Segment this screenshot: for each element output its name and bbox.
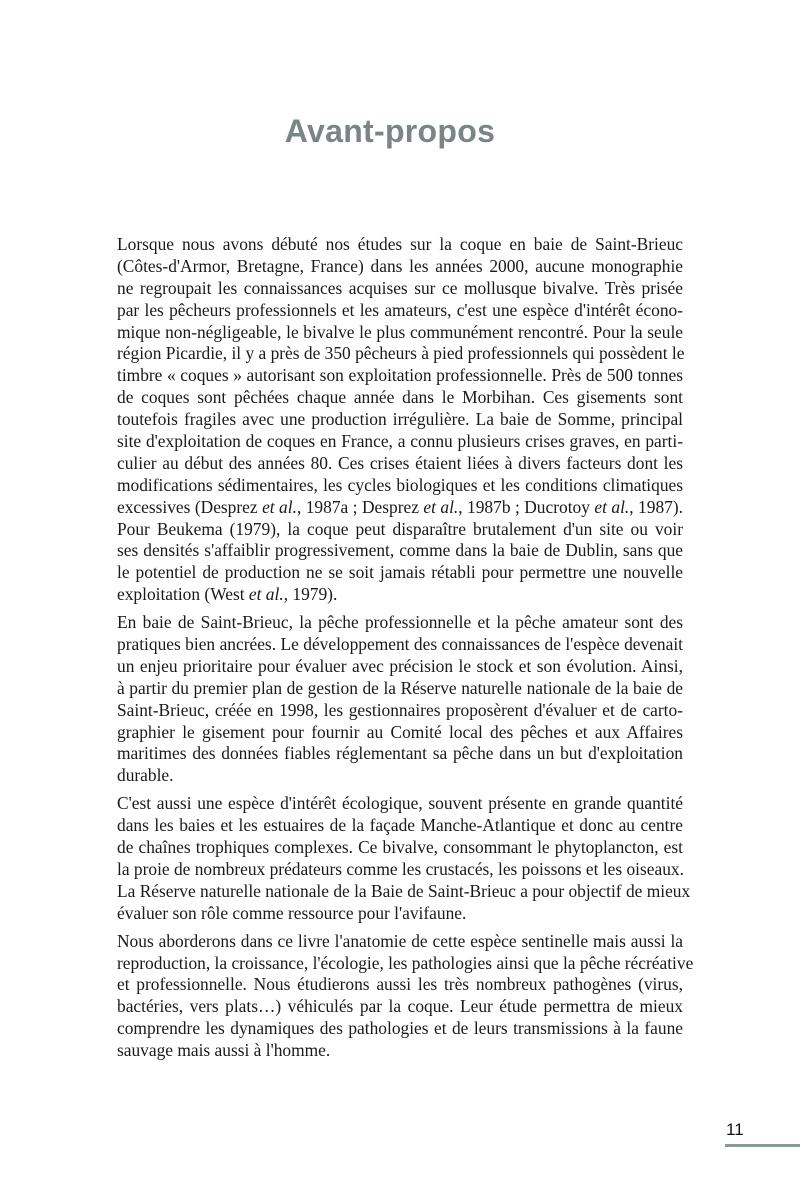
text-line (117, 880, 691, 903)
text-line (117, 952, 694, 975)
text-segment: modifications sédimentaires, les cycles biologiques et les conditions climatiques (117, 474, 683, 495)
paragraph (117, 793, 691, 924)
text-segment: site d'exploitation de coques en France, a connu plusieurs crises graves, en parti- (117, 431, 683, 452)
text-line (117, 365, 683, 387)
text-line (117, 837, 683, 859)
text-segment: comprendre les dynamiques des pathologies et de leurs transmissions à la faune (117, 1018, 683, 1039)
italic-text: et al. (248, 584, 284, 605)
text-line (117, 1018, 683, 1040)
text-line (117, 475, 683, 497)
text-line (117, 343, 683, 365)
text-segment: mique non-négligeable, le bivalve le plus communément rencontré. Pour la seule (117, 321, 683, 342)
text-line (117, 903, 683, 925)
text-line (117, 387, 683, 409)
text-segment: Pour Beukema (1979), la coque peut disparaître brutalement d'un site ou voir (117, 518, 683, 539)
text-segment: par les pêcheurs professionnels et les amateurs, c'est une espèce d'intérêt écono- (117, 299, 683, 320)
text-segment: de chaînes trophiques complexes. Ce bivalve, consommant le phytoplancton, est (117, 837, 683, 858)
text-line (117, 1040, 683, 1062)
text-line (117, 634, 683, 656)
text-segment: toutefois fragiles avec une production irrégulière. La baie de Somme, principal (117, 409, 683, 430)
text-line (117, 859, 683, 881)
text-segment: Nous aborderons dans ce livre l'anatomie de cette espèce sentinelle mais aussi la (117, 930, 683, 951)
text-segment: La Réserve naturelle nationale de la Baie de Saint-Brieuc a pour objectif de mieux (117, 880, 691, 901)
text-line (117, 322, 683, 344)
italic-text: et al. (423, 496, 459, 517)
text-line (117, 234, 683, 256)
page-title: Avant-propos (284, 113, 496, 150)
text-segment: culier au début des années 80. Ces crises étaient liées à divers facteurs dont les (117, 452, 683, 473)
text-segment: le potentiel de production ne se soit jamais rétabli pour permettre une nouvelle (117, 562, 683, 583)
text-segment: exploitation (West (117, 584, 249, 605)
text-line (117, 453, 683, 475)
text-line (117, 765, 683, 787)
paragraph (117, 930, 694, 1062)
text-line (117, 409, 683, 431)
text-line (117, 656, 683, 678)
text-segment: évaluer son rôle comme ressource pour l'avifaune. (117, 902, 467, 923)
text-segment: C'est aussi une espèce d'intérêt écologique, souvent présente en grande quantité (117, 793, 683, 814)
text-segment: dans les baies et les estuaires de la façade Manche-Atlantique et donc au centre (117, 815, 683, 836)
text-line (117, 974, 683, 996)
text-line (117, 256, 683, 278)
text-segment: la proie de nombreux prédateurs comme les crustacés, les poissons et les oiseaux. (117, 858, 684, 879)
text-line (117, 996, 683, 1018)
text-segment: région Picardie, il y a près de 350 pêcheurs à pied professionnels qui possèdent le (117, 343, 685, 364)
body-text (117, 234, 694, 1068)
text-segment: Lorsque nous avons débuté nos études sur la coque en baie de Saint-Brieuc (117, 234, 683, 254)
italic-text: et al. (594, 496, 630, 517)
text-segment: reproduction, la croissance, l'écologie, les pathologies ainsi que la pêche récréative (117, 952, 694, 973)
text-segment: excessives (Desprez (117, 496, 263, 517)
text-segment: maritimes des données fiables réglementant sa pêche dans un but d'exploitation (117, 743, 683, 764)
text-line (117, 497, 683, 519)
page-number: 11 (726, 1120, 744, 1139)
text-line (117, 300, 683, 322)
text-line (117, 562, 683, 584)
text-line (117, 612, 683, 634)
text-segment: Saint-Brieuc, créée en 1998, les gestionnaires proposèrent d'évaluer et de carto- (117, 699, 683, 720)
text-segment: bactéries, vers plats…) véhiculés par la coque. Leur étude permettra de mieux (117, 996, 683, 1017)
text-segment: ses densités s'affaiblir progressivement, comme dans la baie de Dublin, sans que (117, 540, 683, 561)
text-line (117, 700, 683, 722)
paragraph (117, 234, 683, 606)
text-segment: timbre « coques » autorisant son exploitation professionnelle. Près de 500 tonnes (117, 365, 683, 386)
text-segment: et professionnelle. Nous étudierons aussi les très nombreux pathogènes (virus, (117, 974, 683, 995)
text-line (117, 540, 683, 562)
text-segment: graphier le gisement pour fournir au Comité local des pêches et aux Affaires (117, 721, 683, 742)
text-segment: , 1987a ; Desprez (296, 496, 424, 517)
text-line (117, 678, 683, 700)
text-segment: durable. (117, 765, 174, 786)
text-segment: de coques sont pêchées chaque année dans le Morbihan. Ces gisements sont (117, 387, 683, 408)
text-line (117, 519, 683, 541)
italic-text: et al. (262, 496, 297, 517)
text-line (117, 278, 683, 300)
text-segment: , 1979). (283, 584, 338, 605)
text-line (117, 793, 683, 815)
text-segment: à partir du premier plan de gestion de la Réserve naturelle nationale de la baie de (117, 677, 683, 698)
text-line (117, 931, 683, 953)
text-segment: un enjeu prioritaire pour évaluer avec précision le stock et son évolution. Ainsi, (117, 655, 683, 676)
text-segment: pratiques bien ancrées. Le développement des connaissances de l'espèce devenait (117, 634, 683, 655)
text-line (117, 584, 683, 606)
text-segment: sauvage mais aussi à l'homme. (117, 1040, 331, 1061)
text-line (117, 815, 683, 837)
text-line (117, 743, 683, 765)
page-number-rule (725, 1144, 800, 1147)
text-line (117, 722, 683, 744)
text-segment: , 1987). (629, 496, 683, 517)
text-segment: (Côtes-d'Armor, Bretagne, France) dans les années 2000, aucune monographie (117, 255, 683, 276)
paragraph (117, 612, 683, 787)
text-segment: , 1987b ; Ducrotoy (458, 496, 595, 517)
text-segment: En baie de Saint-Brieuc, la pêche professionnelle et la pêche amateur sont des (117, 612, 683, 633)
text-line (117, 431, 683, 453)
text-segment: ne regroupait les connaissances acquises sur ce mollusque bivalve. Très prisée (117, 277, 683, 298)
